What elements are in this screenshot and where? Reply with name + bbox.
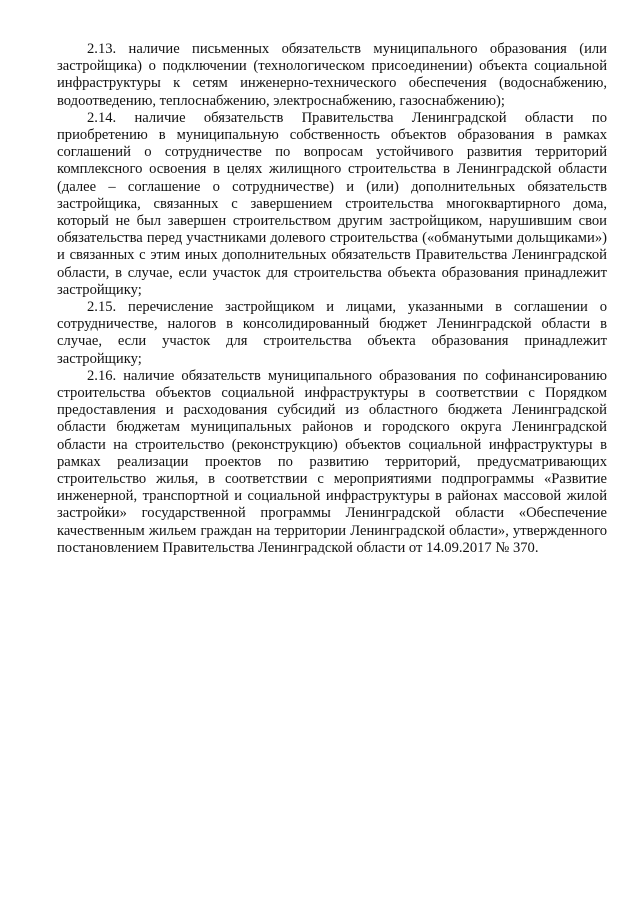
document-body: [57, 41, 607, 557]
paragraph-2-16: 2.16. наличие обязательств муниципального образования по софинансированию строительства объектов социальной инфраструктуры в соответствии с Порядком предоставления и расходования субсидий из областного бюджета Ленинградской области бюджетам муниципальных районов и городского округа Ленинградской области на строительство (реконструкцию) объектов социальной инфраструктуры в рамках реализации проектов по развитию территорий, предусматривающих строительство жилья, в соответствии с мероприятиями подпрограммы «Развитие инженерной, транспортной и социальной инфраструктуры в районах массовой жилой застройки» государственной программы Ленинградской области «Обеспечение качественным жильем граждан на территории Ленинградской области», утвержденного постановлением Правительства Ленинградской области от 14.09.2017 № 370.: [57, 367, 607, 556]
paragraph-2-15: 2.15. перечисление застройщиком и лицами, указанными в соглашении о сотрудничестве, налогов в консолидированный бюджет Ленинградской области в случае, если участок для строительства объекта образования принадлежит застройщику;: [57, 299, 607, 367]
paragraph-2-14: 2.14. наличие обязательств Правительства Ленинградской области по приобретению в муниципальную собственность объектов образования в рамках соглашений о сотрудничестве по вопросам устойчивого развития территорий комплексного освоения в целях жилищного строительства в Ленинградской области (далее – соглашение о сотрудничестве) и (или) дополнительных обязательств застройщика, связанных с завершением строительства многоквартирного дома, который не был завершен строительством другим застройщиком, нарушившим свои обязательства перед участниками долевого строительства («обманутыми дольщиками») и связанных с этим иных дополнительных обязательств Правительства Ленинградской области, в случае, если участок для строительства объекта образования принадлежит застройщику;: [57, 109, 607, 298]
paragraph-2-13: 2.13. наличие письменных обязательств муниципального образования (или застройщика) о подключении (технологическом присоединении) объекта социальной инфраструктуры к сетям инженерно-технического обеспечения (водоснабжению, водоотведению, теплоснабжению, электроснабжению, газоснабжению);: [57, 41, 607, 109]
